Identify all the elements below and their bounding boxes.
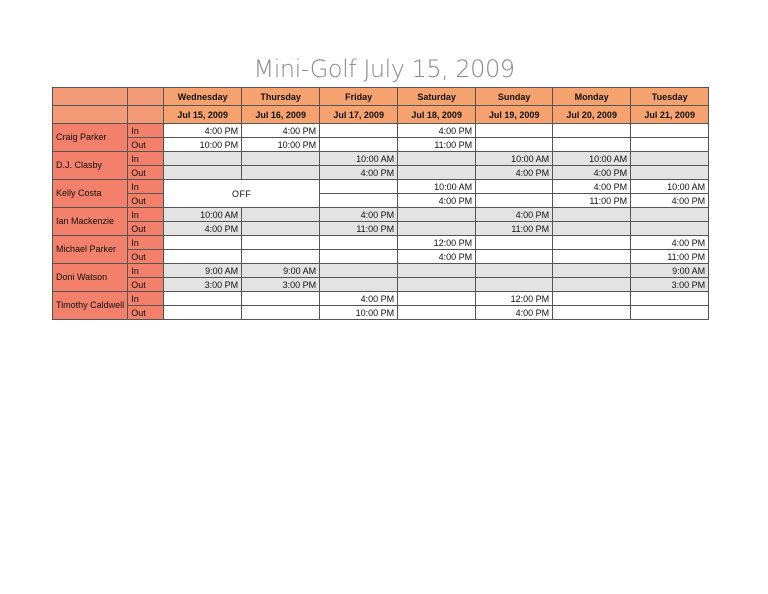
employee-name: Michael Parker [53, 236, 128, 264]
shift-time-cell [631, 306, 709, 320]
employee-name: Craig Parker [53, 124, 128, 152]
table-row [53, 208, 709, 222]
employee-name: Timothy Caldwell [53, 292, 128, 320]
shift-time-cell [553, 278, 631, 292]
shift-time-cell: 9:00 AM [631, 264, 709, 278]
in-label: In [128, 264, 164, 278]
shift-time-cell [631, 138, 709, 152]
shift-time-cell: 4:00 PM [320, 208, 398, 222]
table-row [53, 278, 709, 292]
out-label: Out [128, 278, 164, 292]
shift-time-cell: 10:00 PM [242, 138, 320, 152]
shift-time-cell [242, 166, 320, 180]
table-row [53, 194, 709, 208]
shift-time-cell: 11:00 PM [398, 138, 476, 152]
shift-time-cell [320, 138, 398, 152]
day-header: Thursday [242, 88, 320, 106]
shift-time-cell [398, 222, 476, 236]
shift-time-cell: 9:00 AM [164, 264, 242, 278]
day-header: Friday [320, 88, 398, 106]
header-corner [53, 106, 128, 124]
in-label: In [128, 292, 164, 306]
shift-time-cell: 11:00 PM [476, 222, 553, 236]
date-header-row [53, 106, 709, 124]
shift-time-cell [553, 250, 631, 264]
shift-time-cell: 10:00 AM [476, 152, 553, 166]
shift-time-cell [164, 152, 242, 166]
shift-time-cell [631, 208, 709, 222]
header-corner [128, 88, 164, 106]
shift-time-cell [164, 292, 242, 306]
shift-time-cell [398, 292, 476, 306]
shift-time-cell [164, 166, 242, 180]
shift-time-cell: 4:00 PM [320, 166, 398, 180]
shift-time-cell: 4:00 PM [320, 292, 398, 306]
day-header: Saturday [398, 88, 476, 106]
table-row [53, 236, 709, 250]
employee-name: D.J. Clasby [53, 152, 128, 180]
shift-time-cell [476, 180, 553, 194]
shift-time-cell [476, 194, 553, 208]
shift-time-cell [553, 236, 631, 250]
out-label: Out [128, 138, 164, 152]
shift-time-cell [242, 208, 320, 222]
shift-time-cell [553, 208, 631, 222]
shift-time-cell [476, 138, 553, 152]
in-label: In [128, 152, 164, 166]
shift-time-cell [398, 208, 476, 222]
shift-time-cell: 10:00 PM [320, 306, 398, 320]
shift-time-cell [553, 222, 631, 236]
table-row [53, 250, 709, 264]
date-header: Jul 17, 2009 [320, 106, 398, 124]
off-label: OFF [164, 180, 320, 208]
shift-time-cell: 3:00 PM [164, 278, 242, 292]
table-row [53, 306, 709, 320]
out-label: Out [128, 166, 164, 180]
shift-time-cell: 11:00 PM [320, 222, 398, 236]
date-header: Jul 21, 2009 [631, 106, 709, 124]
out-label: Out [128, 194, 164, 208]
in-label: In [128, 124, 164, 138]
header-corner [53, 88, 128, 106]
table-row [53, 138, 709, 152]
shift-time-cell [398, 264, 476, 278]
table-row [53, 166, 709, 180]
shift-time-cell: 4:00 PM [631, 194, 709, 208]
page-title: Mini-Golf July 15, 2009 [253, 55, 515, 83]
in-label: In [128, 236, 164, 250]
shift-time-cell: 12:00 PM [398, 236, 476, 250]
schedule-table [52, 87, 709, 320]
shift-time-cell: 11:00 PM [631, 250, 709, 264]
shift-time-cell [631, 292, 709, 306]
shift-time-cell [320, 194, 398, 208]
shift-time-cell [553, 292, 631, 306]
shift-time-cell: 4:00 PM [476, 166, 553, 180]
shift-time-cell: 4:00 PM [242, 124, 320, 138]
shift-time-cell [320, 180, 398, 194]
shift-time-cell [242, 250, 320, 264]
shift-time-cell: 4:00 PM [476, 208, 553, 222]
shift-time-cell: 10:00 AM [553, 152, 631, 166]
shift-time-cell [553, 264, 631, 278]
shift-time-cell [476, 278, 553, 292]
shift-time-cell [242, 152, 320, 166]
shift-time-cell: 4:00 PM [553, 180, 631, 194]
day-header: Tuesday [631, 88, 709, 106]
shift-time-cell [320, 124, 398, 138]
shift-time-cell [553, 306, 631, 320]
shift-time-cell [164, 250, 242, 264]
day-header: Wednesday [164, 88, 242, 106]
shift-time-cell: 4:00 PM [398, 124, 476, 138]
table-row [53, 292, 709, 306]
shift-time-cell: 4:00 PM [631, 236, 709, 250]
day-header-row [53, 88, 709, 106]
shift-time-cell [553, 138, 631, 152]
shift-time-cell [398, 306, 476, 320]
in-label: In [128, 208, 164, 222]
shift-time-cell [164, 306, 242, 320]
shift-time-cell: 4:00 PM [398, 194, 476, 208]
header-corner [128, 106, 164, 124]
shift-time-cell: 4:00 PM [164, 222, 242, 236]
shift-time-cell [164, 236, 242, 250]
out-label: Out [128, 222, 164, 236]
shift-time-cell: 4:00 PM [553, 166, 631, 180]
shift-time-cell [320, 236, 398, 250]
shift-time-cell: 10:00 AM [164, 208, 242, 222]
employee-name: Doni Watson [53, 264, 128, 292]
in-label: In [128, 180, 164, 194]
date-header: Jul 16, 2009 [242, 106, 320, 124]
shift-time-cell: 11:00 PM [553, 194, 631, 208]
date-header: Jul 18, 2009 [398, 106, 476, 124]
table-row [53, 222, 709, 236]
shift-time-cell: 4:00 PM [164, 124, 242, 138]
date-header: Jul 19, 2009 [476, 106, 553, 124]
shift-time-cell [242, 306, 320, 320]
table-row [53, 124, 709, 138]
shift-time-cell [631, 222, 709, 236]
shift-time-cell: 12:00 PM [476, 292, 553, 306]
employee-name: Ian Mackenzie [53, 208, 128, 236]
shift-time-cell: 3:00 PM [631, 278, 709, 292]
shift-time-cell [242, 236, 320, 250]
employee-name: Kelly Costa [53, 180, 128, 208]
shift-time-cell [476, 250, 553, 264]
table-row [53, 152, 709, 166]
date-header: Jul 15, 2009 [164, 106, 242, 124]
shift-time-cell [476, 124, 553, 138]
day-header: Sunday [476, 88, 553, 106]
shift-time-cell: 10:00 AM [320, 152, 398, 166]
shift-time-cell [242, 222, 320, 236]
shift-time-cell [320, 250, 398, 264]
out-label: Out [128, 306, 164, 320]
day-header: Monday [553, 88, 631, 106]
shift-time-cell [320, 264, 398, 278]
shift-time-cell [398, 152, 476, 166]
out-label: Out [128, 250, 164, 264]
table-row [53, 180, 709, 194]
shift-time-cell: 9:00 AM [242, 264, 320, 278]
shift-time-cell [476, 264, 553, 278]
shift-time-cell [320, 278, 398, 292]
shift-time-cell [398, 278, 476, 292]
shift-time-cell: 4:00 PM [476, 306, 553, 320]
shift-time-cell [553, 124, 631, 138]
shift-time-cell: 10:00 PM [164, 138, 242, 152]
date-header: Jul 20, 2009 [553, 106, 631, 124]
shift-time-cell: 4:00 PM [398, 250, 476, 264]
shift-time-cell [398, 166, 476, 180]
shift-time-cell [242, 292, 320, 306]
table-row [53, 264, 709, 278]
shift-time-cell [631, 124, 709, 138]
shift-time-cell [631, 152, 709, 166]
shift-time-cell: 3:00 PM [242, 278, 320, 292]
shift-time-cell: 10:00 AM [398, 180, 476, 194]
shift-time-cell [476, 236, 553, 250]
shift-time-cell: 10:00 AM [631, 180, 709, 194]
shift-time-cell [631, 166, 709, 180]
